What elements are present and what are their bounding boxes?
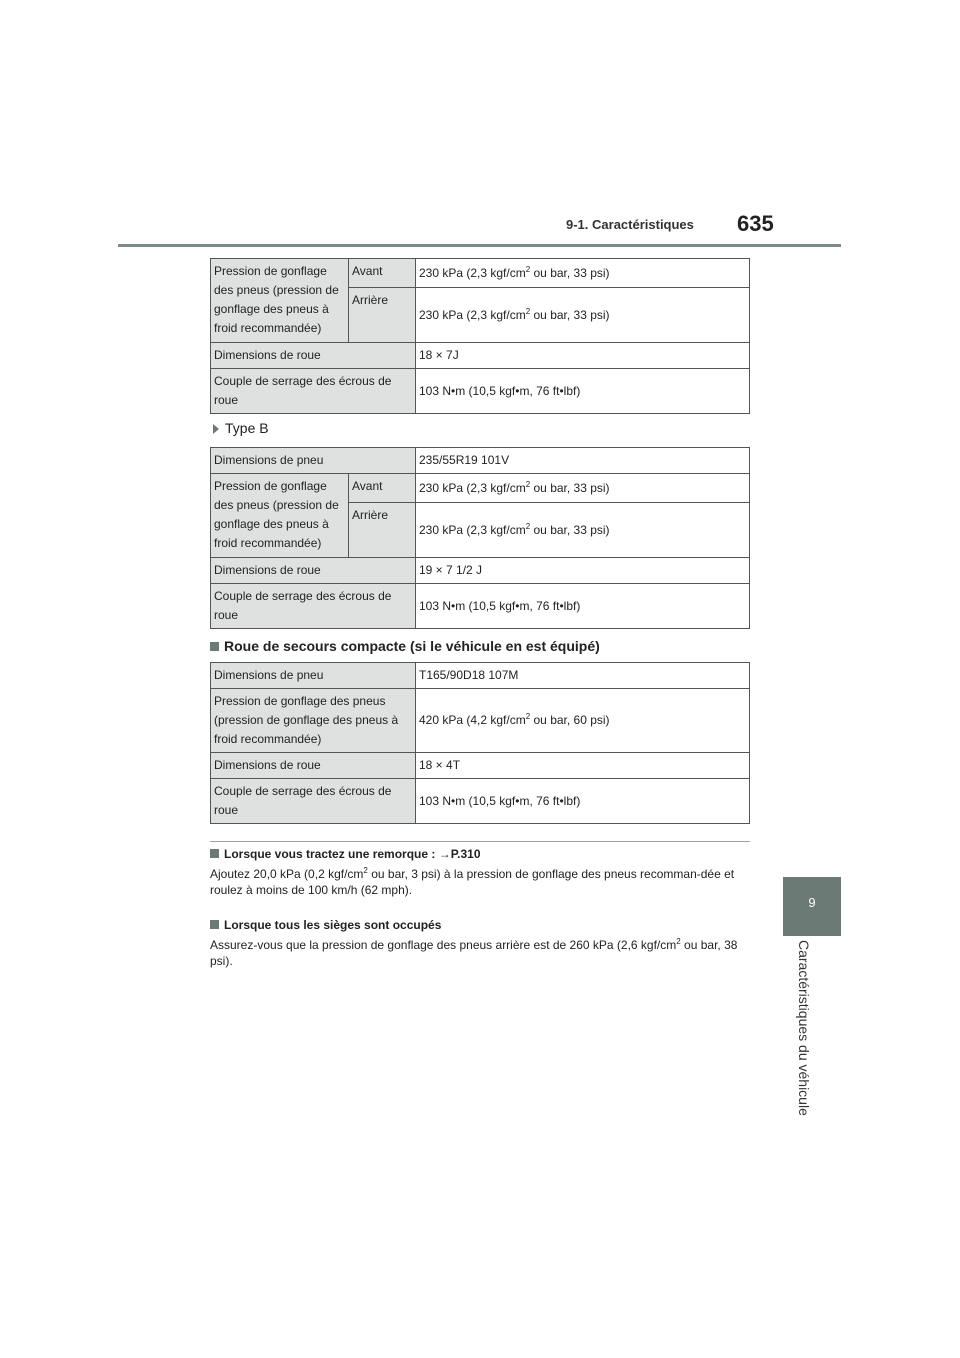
notes-divider [210, 841, 750, 842]
rear-value: 230 kPa (2,3 kgf/$cm^2$ ou bar, 33 psi) [416, 288, 750, 343]
spec-table-type-a [210, 258, 750, 414]
table-row [211, 474, 750, 503]
spec-table-spare [210, 662, 750, 824]
section-heading: 9-1. Caractéristiques [566, 217, 694, 232]
chapter-tab-number: 9 [808, 895, 816, 910]
header-divider [118, 244, 841, 247]
table-row [211, 343, 750, 369]
wheel-label: Dimensions de roue [211, 558, 416, 584]
pressure-label: Pression de gonflage des pneus (pression de gonflage des pneus à froid recommandée) [211, 259, 349, 343]
chapter-tab-label: Caractéristiques du véhicule [796, 940, 812, 1116]
tire-label: Dimensions de pneu [211, 448, 416, 474]
torque-value: 103 N•m (10,5 kgf•m, 76 ft•lbf) [416, 369, 750, 414]
spec-table-type-b [210, 447, 750, 629]
torque-label: Couple de serrage des écrous de roue [211, 779, 416, 824]
wheel-label: Dimensions de roue [211, 753, 416, 779]
pressure-label: Pression de gonflage des pneus (pression de gonflage des pneus à froid recommandée) [211, 474, 349, 558]
type-b-heading: Type B [213, 420, 269, 436]
wheel-value: 19 × 7 1/2 J [416, 558, 750, 584]
front-label: Avant [349, 474, 416, 503]
seats-note-body: Assurez-vous que la pression de gonflage des pneus arrière est de 260 kPa (2,6 kgf/$cm^2$ ou bar, 38 psi). [210, 937, 738, 968]
rear-value: 230 kPa (2,3 kgf/$cm^2$ ou bar, 33 psi) [416, 503, 750, 558]
front-value: 230 kPa (2,3 kgf/$cm^2$ ou bar, 33 psi) [416, 474, 750, 503]
tire-value: T165/90D18 107M [416, 663, 750, 689]
triangle-bullet-icon [213, 424, 219, 434]
tire-value: 235/55R19 101V [416, 448, 750, 474]
table-row [211, 689, 750, 753]
square-bullet-icon [210, 642, 219, 651]
table-row [211, 663, 750, 689]
towing-note-body: Ajoutez 20,0 kPa (0,2 kgf/$cm^2$ ou bar, 3 psi) à la pression de gonflage des pneus recomman-dée et roulez à moins de 100 km/h (62 mph). [210, 866, 735, 897]
table-row [211, 369, 750, 414]
torque-label: Couple de serrage des écrous de roue [211, 584, 416, 629]
torque-value: 103 N•m (10,5 kgf•m, 76 ft•lbf) [416, 584, 750, 629]
pressure-label: Pression de gonflage des pneus (pression de gonflage des pneus à froid recommandée) [211, 689, 416, 753]
pressure-value: 420 kPa (4,2 kgf/$cm^2$ ou bar, 60 psi) [416, 689, 750, 753]
square-bullet-icon [210, 849, 219, 858]
table-row [211, 779, 750, 824]
table-row [211, 558, 750, 584]
wheel-value: 18 × 4T [416, 753, 750, 779]
torque-label: Couple de serrage des écrous de roue [211, 369, 416, 414]
table-row [211, 259, 750, 288]
wheel-label: Dimensions de roue [211, 343, 416, 369]
seats-note-title: Lorsque tous les sièges sont occupés [210, 918, 441, 932]
square-bullet-icon [210, 920, 219, 929]
rear-label: Arrière [349, 288, 416, 343]
tire-label: Dimensions de pneu [211, 663, 416, 689]
table-row [211, 584, 750, 629]
page-number: 635 [737, 211, 774, 236]
rear-label: Arrière [349, 503, 416, 558]
wheel-value: 18 × 7J [416, 343, 750, 369]
front-value: 230 kPa (2,3 kgf/$cm^2$ ou bar, 33 psi) [416, 259, 750, 288]
towing-note-title: Lorsque vous tractez une remorque : →P.310 [210, 847, 481, 861]
torque-value: 103 N•m (10,5 kgf•m, 76 ft•lbf) [416, 779, 750, 824]
table-row [211, 448, 750, 474]
front-label: Avant [349, 259, 416, 288]
table-row [211, 753, 750, 779]
spare-wheel-heading: Roue de secours compacte (si le véhicule en est équipé) [210, 638, 600, 654]
